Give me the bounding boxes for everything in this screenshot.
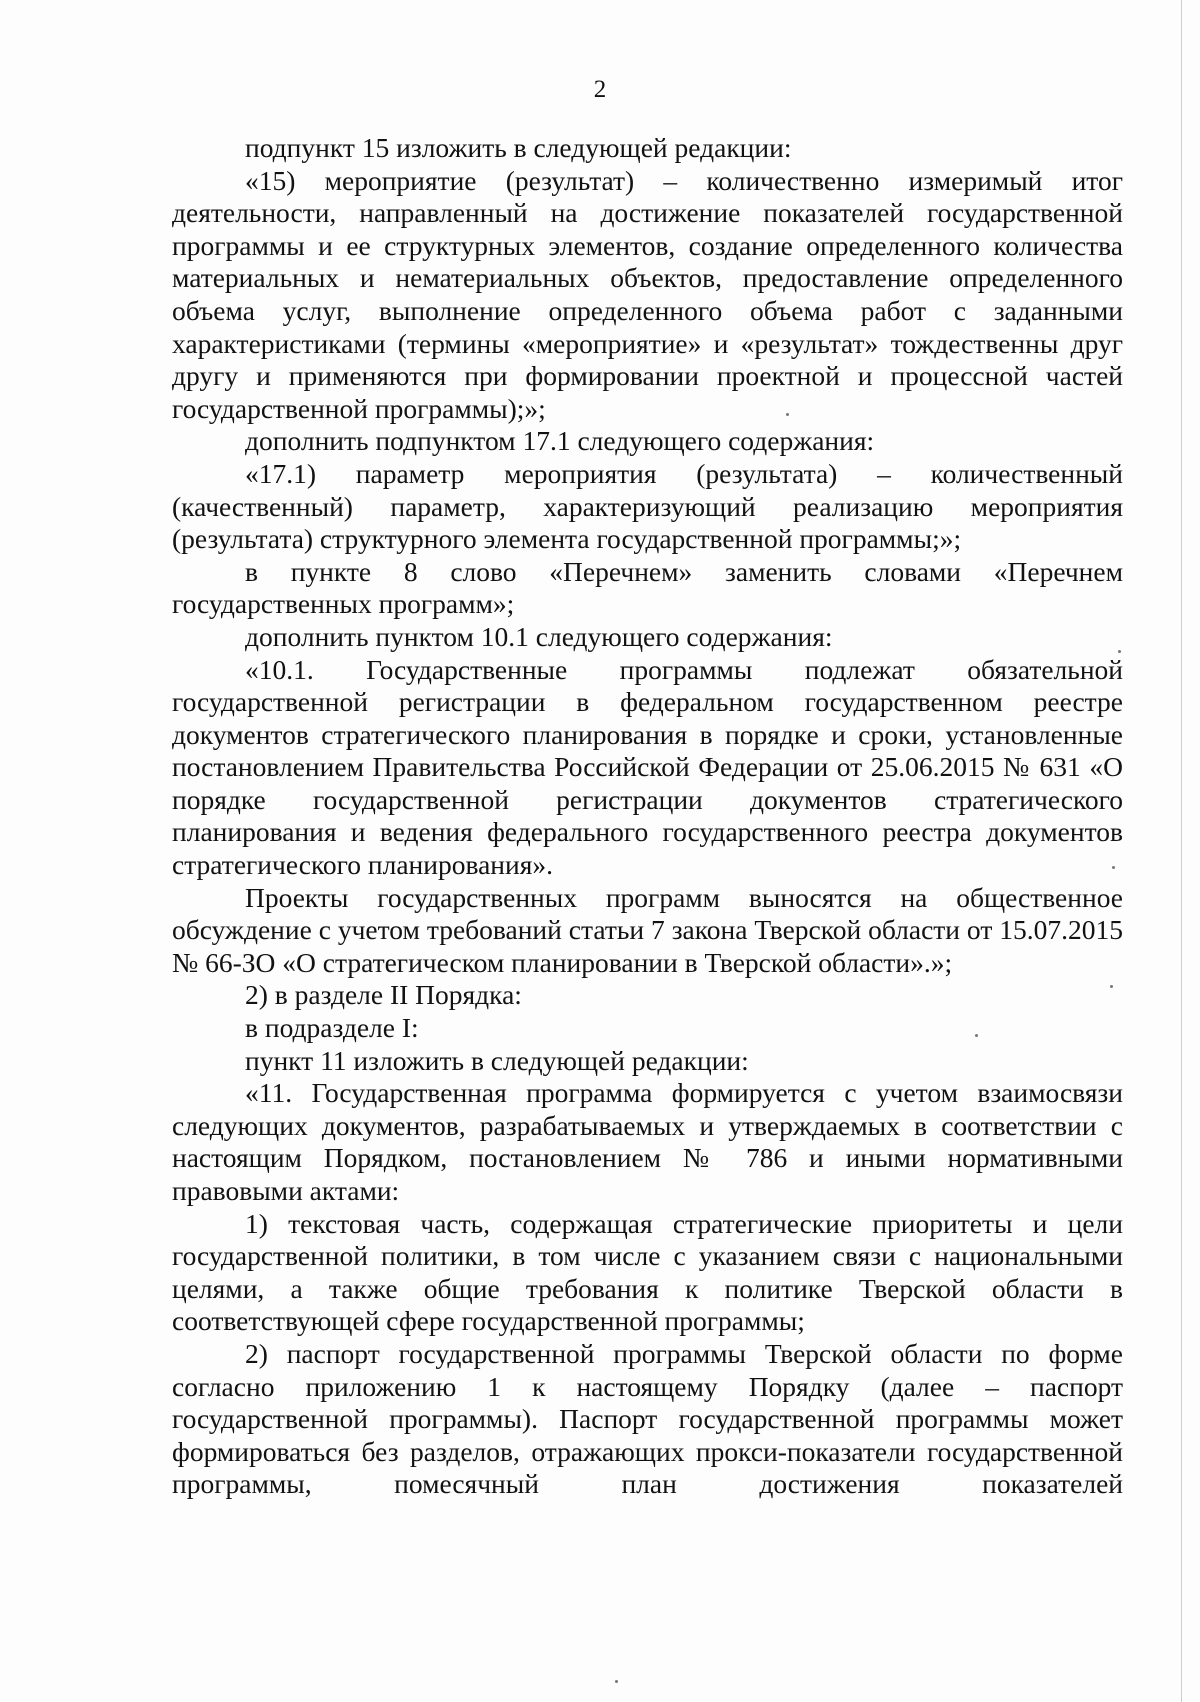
paragraph-subsection-1: в подразделе I:: [245, 1012, 419, 1044]
page-number: 2: [593, 76, 607, 103]
scan-speck: [1118, 650, 1121, 653]
paragraph-subitem-15-intro: подпункт 15 изложить в следующей редакции:: [245, 132, 792, 163]
paragraph-item-11-intro: пункт 11 изложить в следующей редакции:: [245, 1044, 749, 1076]
scan-speck: [975, 1034, 978, 1037]
scan-speck: [1112, 866, 1115, 869]
scan-speck: [1110, 985, 1113, 988]
paragraph-item-10-1-text: «10.1. Государственные программы подлежат обязательной государственной регистрации в федеральном государственном реестре документов стратегического планирования в порядке и сроки, установленные постановлением Правительства Российской Федерации от 25.06.2015 № 631 «О порядке государственной регистрации документов стратегического планирования и ведения федерального государственного реестра документов стратегического планирования».: [172, 653, 1123, 881]
paragraph-item-8-change: в пункте 8 слово «Перечнем» заменить словами «Перечнем государственных программ»;: [172, 555, 1123, 620]
paragraph-item-10-1-intro: дополнить пунктом 10.1 следующего содержания:: [245, 620, 833, 652]
scan-speck: [786, 413, 789, 416]
paragraph-subitem-15-text: «15) мероприятие (результат) – количественно измеримый итог деятельности, направленный на достижение показателей государственной программы и ее структурных элементов, создание определенного количества материальных и нематериальных объектов, предоставление определенного объема услуг, выполнение определенного объема работ с заданными характеристиками (термины «мероприятие» и «результат» тождественны друг другу и применяются при формировании проектной и процессной частей государственной программы);»;: [172, 164, 1123, 424]
paragraph-item-11-text: «11. Государственная программа формируется с учетом взаимосвязи следующих документов, разрабатываемых и утверждаемых в соответствии с настоящим Порядком, постановлением № 786 и иными нормативными правовыми актами:: [172, 1077, 1123, 1206]
paragraph-subitem-17-1-intro: дополнить подпунктом 17.1 следующего содержания:: [245, 425, 875, 457]
scan-edge-line: [1181, 0, 1182, 1702]
paragraph-section-2: 2) в разделе II Порядка:: [245, 979, 522, 1011]
paragraph-item-11-point-1: 1) текстовая часть, содержащая стратегические приоритеты и цели государственной политики, в том числе с указанием связи с национальными целями, а также общие требования к политике Тверской области в соответствующей сфере государственной программы;: [172, 1207, 1123, 1337]
paragraph-public-discussion: Проекты государственных программ выносятся на общественное обсуждение с учетом требований статьи 7 закона Тверской области от 15.07.2015 № 66-ЗО «О стратегическом планировании в Тверской области».»;: [172, 881, 1123, 978]
paragraph-subitem-17-1-text: «17.1) параметр мероприятия (результата) – количественный (качественный) параметр, характеризующий реализацию мероприятия (результата) структурного элемента государственной программы;»;: [172, 457, 1123, 555]
document-body: [172, 132, 1123, 1501]
scan-speck: [615, 1680, 618, 1683]
paragraph-item-11-point-2: 2) паспорт государственной программы Тверской области по форме согласно приложению 1 к настоящему Порядку (далее – паспорт государственной программы). Паспорт государственной программы может формироваться без разделов, отражающих прокси-показатели государственной программы, помесячный план достижения показателей: [172, 1337, 1123, 1500]
